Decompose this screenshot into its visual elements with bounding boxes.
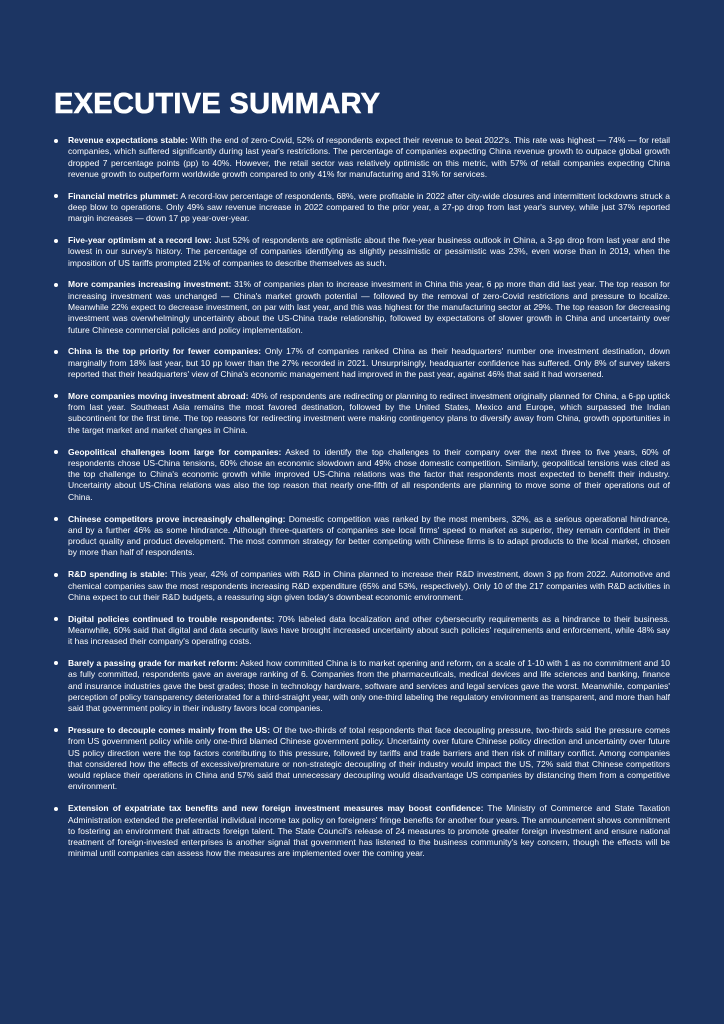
item-text: Just 52% of respondents are optimistic about the five-year business outlook in China, a 3-pp drop from last year and the lowest in our survey's history. The percentage of companies identifying as slightly pessimistic or pessimistic was 23%, even worse than in 2019, when the imposition of US tariffs prompted 21% of companies to describe themselves as such. [68, 235, 670, 268]
item-text: A record-low percentage of respondents, 68%, were profitable in 2022 after city-wide closures and intermittent lockdowns struck a deep blow to operations. Only 49% saw revenue increase in 2022 compared to the prior year, a 27-pp drop from last year's survey, while just 37% reported margin increases — down 17 pp year-over-year. [68, 190, 670, 224]
item-text: Domestic competition was ranked by the most members, 32%, as a serious operational hindrance, and by a further 46% as some hindrance. Although three-quarters of companies see local firms' speed to market as superior, they remain confident in their product quality and product development. The most common strategy for better competing with Chinese firms is to adapt products to the local market, chosen by more than half of respondents. [68, 513, 670, 558]
item-heading: China is the top priority for fewer companies: [68, 346, 262, 357]
item-heading: Financial metrics plummet: [68, 190, 179, 201]
bullet-icon [54, 661, 58, 665]
item-text: Of the two-thirds of total respondents that face decoupling pressure, two-thirds said the pressure comes from US government policy while only one-third blamed Chinese government policy. Uncertainty over future Chinese policy direction and uncertainty over future US policy direction were the top factors contributing to this pressure, followed by tariffs and trade barriers and then risk of military conflict. Among companies that considered how the effects of excessive/premature or non-strategic decoupling of their industry would impact the US, 72% said that Chinese competitors would replace their operations in China and 57% said that unnecessary decoupling would disadvantage US companies by distancing them from a competitive environment. [68, 724, 671, 792]
bullet-icon [54, 728, 58, 732]
summary-list [54, 135, 670, 860]
item-text: 40% of respondents are redirecting or planning to redirect investment originally planned for China, a 6-pp uptick from last year. Southeast Asia remains the most favored destination, followed by the United States, Mexico and Europe, which surpassed the Indian subcontinent for the first time. The top reasons for redirecting investment were making contingency plans to diversify away from China, growth opportunities in the target market and market changes in China. [68, 390, 670, 435]
item-text: This year, 42% of companies with R&D in China planned to increase their R&D investment, down 3 pp from 2022. Automotive and chemical companies saw the most respondents increasing R&D expenditure (65% and 53%, respectively). Only 10 of the 217 companies with R&D activities in China expect to cut their R&D budgets, a reassuring sign given today's downbeat economic environment. [68, 569, 670, 602]
bullet-icon [54, 517, 58, 521]
list-item [54, 447, 670, 503]
item-heading: R&D spending is stable: [68, 569, 168, 580]
item-heading: More companies increasing investment: [68, 279, 232, 290]
item-text: Only 17% of companies ranked China as their headquarters' number one investment destination, down marginally from 18% last year, but 10 pp lower than the 27% recorded in 2021. Unsurprisingly, headquarter confidence has suffered. Only 8% of survey takers reported that their headquarters' view of China's economic management had improved in the past year, against 46% that said it had worsened. [68, 346, 670, 380]
list-item [54, 391, 670, 436]
bullet-icon [54, 350, 58, 354]
bullet-icon [54, 807, 58, 811]
list-item [54, 514, 670, 559]
item-heading: Geopolitical challenges loom large for companies: [68, 446, 282, 457]
item-heading: Extension of expatriate tax benefits and new foreign investment measures may boost confidence: [68, 803, 484, 814]
bullet-icon [54, 194, 58, 198]
list-item [54, 346, 670, 380]
bullet-icon [54, 394, 58, 398]
item-text: With the end of zero-Covid, 52% of respondents expect their revenue to beat 2022's. This rate was highest — 74% — for retail companies, which suffered significantly during last year's restrictions. The percentage of companies expecting China revenue growth to outpace global growth dropped 7 percentage points (pp) to 40%. However, the retail sector was relatively optimistic on this metric, with 57% of retail companies expecting China revenue growth to outperform worldwide growth compared to only 41% for manufacturing and 31% for services. [68, 135, 671, 179]
bullet-icon [54, 450, 58, 454]
item-heading: More companies moving investment abroad: [68, 390, 249, 401]
item-heading: Barely a passing grade for market reform: [68, 657, 238, 668]
item-text: 31% of companies plan to increase investment in China this year, 6 pp more than did last year. The top reason for increasing investment was unchanged — China's market growth potential — followed by the removal of zero-Covid restrictions and pressure to localize. Meanwhile 22% expect to decrease investment, on par with last year, and this was highest for the manufacturing sector at 29%. The top reason for decreasing investment was overwhelmingly uncertainty about the US-China trade relationship, followed by expectations of slower growth in China and uncertainty over future Chinese commercial policies and policy implementation. [68, 279, 670, 335]
item-text: Asked how committed China is to market opening and reform, on a scale of 1-10 with 1 as no commitment and 10 as fully committed, respondents gave an average ranking of 6. Companies from the pharmaceuticals, medical devices and life sciences and banking, finance and insurance industries gave the best grades; those in technology hardware, software and services and legal services gave the worst. Meanwhile, companies' perception of policy transparency deteriorated for a third-straight year, with only one-third labeling the regulatory environment as transparent, and more than half said that government policy in their industry favors local companies. [68, 657, 670, 714]
item-text: The Ministry of Commerce and State Taxation Administration extended the preferential individual income tax policy on foreigners' fringe benefits for another four years. The announcement shows commitment to fostering an environment that attracts foreign talent. The State Council's release of 24 measures to promote greater foreign investment and ensure national treatment of foreign-invested enterprises is another signal that government has listened to the business community's key concern, though the effects will be minimal until companies can assess how the measures are implemented over the coming year. [68, 803, 670, 859]
list-item [54, 235, 670, 269]
list-item [54, 191, 670, 225]
item-text: Asked to identify the top challenges to their company over the next three to five years, 60% of respondents chose US-China tensions, 60% chose an economic slowdown and 49% chose domestic competition. Similarly, geopolitical tensions was cited as the top challenge to China's economic growth while improved US-China relations was the factor that respondents most expected to benefit their industry. Uncertainty about US-China relations was also the top reason that nearly one-fifth of all respondents are planning to move some of their operations out of China. [68, 446, 670, 502]
list-item [54, 614, 670, 648]
list-item [54, 279, 670, 335]
list-item [54, 658, 670, 714]
page-title: EXECUTIVE SUMMARY [54, 88, 381, 120]
item-text: 70% labeled data localization and other cybersecurity requirements as a hindrance to their business. Meanwhile, 60% said that digital and data security laws have brought increased uncertainty about such policies' requirements and enforcement, while 48% say it has increased their company's operating costs. [68, 613, 670, 647]
item-heading: Digital policies continued to trouble respondents: [68, 613, 275, 624]
list-item [54, 135, 670, 180]
bullet-icon [54, 283, 58, 287]
bullet-icon [54, 617, 58, 621]
bullet-icon [54, 139, 58, 143]
item-heading: Chinese competitors prove increasingly challenging: [68, 513, 286, 524]
list-item [54, 725, 670, 793]
item-heading: Pressure to decouple comes mainly from the US: [68, 724, 271, 735]
bullet-icon [54, 239, 58, 243]
item-heading: Revenue expectations stable: [68, 135, 188, 145]
list-item [54, 803, 670, 859]
item-heading: Five-year optimism at a record low: [68, 235, 212, 246]
list-item [54, 569, 670, 603]
bullet-icon [54, 573, 58, 577]
